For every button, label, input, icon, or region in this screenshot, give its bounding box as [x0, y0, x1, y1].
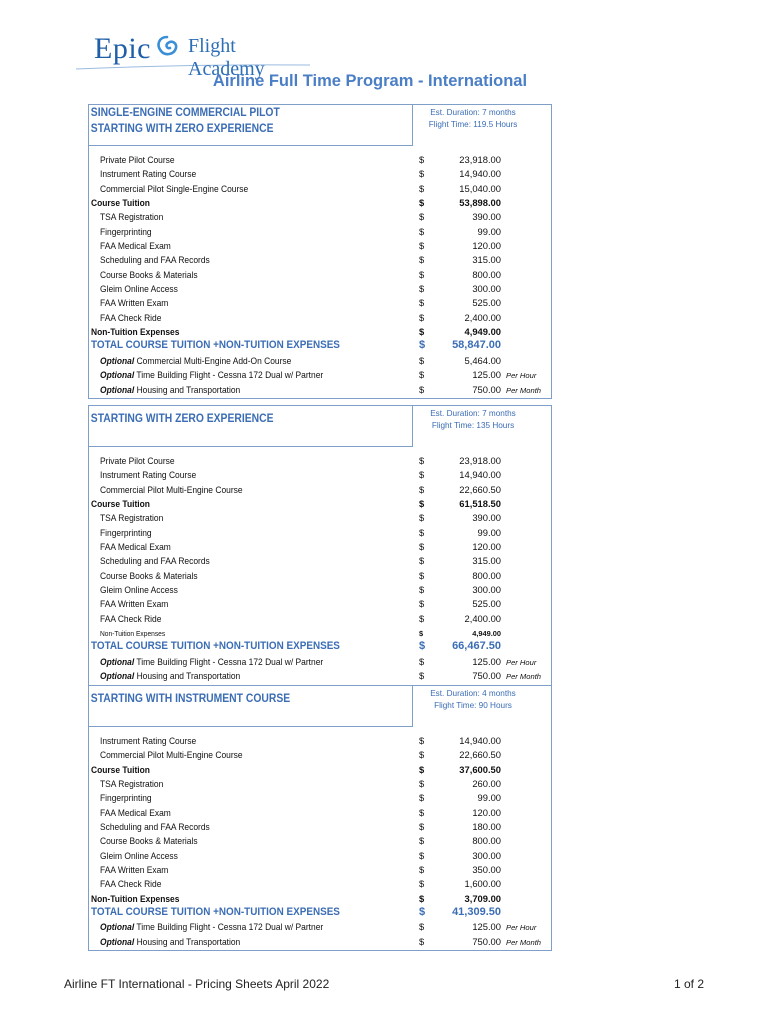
item-name: FAA Written Exam — [100, 864, 169, 876]
item-label — [100, 469, 196, 480]
item-name: FAA Written Exam — [100, 297, 169, 309]
currency-symbol: $ — [419, 806, 425, 818]
item-amount: 300.00 — [472, 849, 501, 861]
item-label — [100, 154, 175, 165]
page-title: Airline Full Time Program - International — [212, 72, 528, 90]
flight-time: Flight Time: 119.5 Hours — [428, 120, 518, 129]
pricing-section — [88, 405, 552, 686]
item-label — [100, 821, 210, 832]
est-duration: Est. Duration: 7 months — [430, 108, 516, 117]
item-amount: 125.00 — [472, 655, 501, 667]
line-item-row — [89, 777, 551, 791]
item-name: Commercial Multi-Engine Add-On Course — [136, 354, 292, 366]
item-amount: 120.00 — [472, 806, 501, 818]
item-label — [100, 240, 171, 251]
currency-symbol: $ — [419, 629, 424, 639]
currency-symbol: $ — [419, 526, 425, 538]
pricing-section — [88, 104, 552, 399]
item-label — [100, 183, 248, 194]
item-amount: 23,918.00 — [459, 154, 501, 165]
currency-symbol: $ — [419, 763, 425, 775]
currency-symbol: $ — [419, 182, 425, 194]
item-amount: 99.00 — [477, 792, 501, 804]
item-name: Gleim Online Access — [100, 283, 178, 295]
item-label — [100, 570, 198, 581]
item-label — [100, 254, 210, 265]
item-name: Course Books & Materials — [100, 268, 198, 280]
section-duration — [413, 408, 533, 432]
item-label — [100, 613, 161, 624]
line-item-row — [89, 863, 551, 877]
item-label — [100, 455, 175, 466]
item-label — [100, 512, 163, 523]
item-amount: 300.00 — [472, 584, 501, 596]
rate-unit: Per Month — [506, 672, 542, 682]
item-label — [100, 864, 168, 875]
item-amount: 2,400.00 — [464, 311, 501, 323]
item-name: FAA Medical Exam — [100, 240, 171, 252]
total-row — [89, 906, 551, 920]
currency-symbol: $ — [419, 369, 425, 381]
item-label — [100, 792, 152, 803]
item-name: FAA Check Ride — [100, 878, 162, 890]
line-item-row — [89, 526, 551, 540]
line-item-row — [89, 368, 551, 382]
item-amount: 14,940.00 — [459, 168, 501, 180]
item-name: Time Building Flight - Cessna 172 Dual w/ Partner — [136, 655, 324, 667]
item-amount: 750.00 — [472, 383, 501, 395]
line-item-row — [89, 748, 551, 762]
optional-tag: Optional — [100, 369, 135, 381]
item-amount: 800.00 — [472, 268, 501, 280]
item-amount: 61,518.50 — [459, 498, 501, 510]
currency-symbol: $ — [419, 569, 425, 581]
item-name: Private Pilot Course — [100, 455, 175, 466]
footer-text: Airline FT International - Pricing Sheets April 2022 — [64, 977, 330, 991]
section-header — [89, 686, 551, 726]
item-label — [100, 312, 161, 323]
item-amount: 750.00 — [472, 670, 501, 682]
rate-unit: Per Month — [506, 937, 542, 947]
line-item-row — [89, 877, 551, 891]
line-item-row — [89, 920, 551, 934]
item-name: TOTAL COURSE TUITION +NON-TUITION EXPENSES — [91, 640, 340, 653]
line-item-row — [89, 296, 551, 310]
item-name: TSA Registration — [100, 211, 164, 223]
item-name: FAA Check Ride — [100, 612, 162, 624]
item-name: Commercial Pilot Multi-Engine Course — [100, 483, 243, 495]
optional-tag: Optional — [100, 655, 135, 667]
item-amount: 99.00 — [477, 526, 501, 538]
item-name: TSA Registration — [100, 778, 164, 790]
item-amount: 180.00 — [472, 821, 501, 833]
item-amount: 1,600.00 — [464, 878, 501, 890]
item-name: Time Building Flight - Cessna 172 Dual w/ Partner — [136, 921, 324, 933]
item-name: Housing and Transportation — [136, 670, 241, 682]
item-label — [100, 749, 243, 760]
item-amount: 4,949.00 — [472, 629, 501, 639]
item-label — [91, 197, 150, 208]
item-name: Course Tuition — [91, 498, 150, 510]
item-name: Non-Tuition Expenses — [91, 326, 180, 338]
line-item-row — [89, 182, 551, 196]
swirl-icon — [154, 34, 180, 60]
line-item-row — [89, 569, 551, 583]
logo-subtitle: Flight Academy — [188, 35, 265, 80]
line-item-row — [89, 383, 551, 397]
item-amount: 23,918.00 — [459, 455, 501, 466]
line-item-row — [89, 935, 551, 949]
currency-symbol: $ — [419, 469, 425, 481]
line-items — [89, 726, 551, 950]
item-name: Course Tuition — [91, 763, 150, 775]
currency-symbol: $ — [419, 254, 425, 266]
currency-symbol: $ — [419, 555, 425, 567]
item-name: Instrument Rating Course — [100, 469, 197, 481]
item-name: FAA Check Ride — [100, 311, 162, 323]
line-item-row — [89, 282, 551, 296]
item-label — [100, 921, 323, 932]
item-amount: 525.00 — [472, 598, 501, 610]
item-label — [100, 211, 163, 222]
item-amount: 66,467.50 — [452, 640, 501, 653]
item-amount: 99.00 — [477, 225, 501, 237]
line-item-row — [89, 834, 551, 848]
item-amount: 14,940.00 — [459, 735, 501, 746]
item-name: Commercial Pilot Multi-Engine Course — [100, 749, 243, 761]
currency-symbol: $ — [419, 640, 426, 653]
item-amount: 525.00 — [472, 297, 501, 309]
line-item-row — [89, 167, 551, 181]
item-label — [91, 906, 340, 918]
item-name: Time Building Flight - Cessna 172 Dual w/ Partner — [136, 369, 324, 381]
page-number: 1 of 2 — [673, 977, 704, 991]
item-amount: 4,949.00 — [464, 326, 501, 338]
subtotal-row — [89, 196, 551, 210]
currency-symbol: $ — [419, 778, 425, 790]
item-amount: 41,309.50 — [452, 906, 501, 919]
currency-symbol: $ — [419, 749, 425, 761]
item-amount: 390.00 — [472, 211, 501, 223]
item-name: Non-Tuition Expenses — [91, 892, 180, 904]
item-name: Private Pilot Course — [100, 154, 175, 165]
item-amount: 800.00 — [472, 835, 501, 847]
currency-symbol: $ — [419, 849, 425, 861]
line-item-row — [89, 239, 551, 253]
item-label — [100, 226, 152, 237]
line-item-row — [89, 791, 551, 805]
item-name: TSA Registration — [100, 512, 164, 524]
item-label — [100, 297, 168, 308]
currency-symbol: $ — [419, 541, 425, 553]
currency-symbol: $ — [419, 154, 425, 165]
item-name: FAA Written Exam — [100, 598, 169, 610]
section-heading-box — [89, 406, 413, 447]
item-label — [100, 936, 240, 947]
currency-symbol: $ — [419, 655, 425, 667]
item-name: FAA Medical Exam — [100, 541, 171, 553]
item-amount: 22,660.50 — [459, 749, 501, 761]
line-item-row — [89, 468, 551, 482]
currency-symbol: $ — [419, 311, 425, 323]
item-name: Housing and Transportation — [136, 935, 241, 947]
item-label — [91, 498, 150, 509]
optional-tag: Optional — [100, 670, 135, 682]
line-item-row — [89, 669, 551, 683]
currency-symbol: $ — [419, 455, 425, 466]
line-item-row — [89, 483, 551, 497]
subtotal-row — [89, 892, 551, 906]
item-label — [100, 484, 243, 495]
line-item-row — [89, 820, 551, 834]
line-items — [89, 145, 551, 398]
logo-wordmark: Epic — [94, 32, 151, 65]
currency-symbol: $ — [419, 878, 425, 890]
currency-symbol: $ — [419, 354, 425, 366]
line-item-row — [89, 554, 551, 568]
rate-unit: Per Hour — [506, 371, 537, 381]
line-item-row — [89, 597, 551, 611]
item-name: Course Tuition — [91, 197, 150, 209]
line-item-row — [89, 153, 551, 167]
currency-symbol: $ — [419, 906, 426, 919]
currency-symbol: $ — [419, 892, 425, 904]
item-name: Scheduling and FAA Records — [100, 821, 210, 833]
item-amount: 315.00 — [472, 254, 501, 266]
item-amount: 260.00 — [472, 778, 501, 790]
item-name: Gleim Online Access — [100, 849, 178, 861]
optional-tag: Optional — [100, 935, 135, 947]
section-heading: SINGLE-ENGINE COMMERCIAL PILOT — [90, 107, 280, 119]
item-amount: 14,940.00 — [459, 469, 501, 481]
item-name: Fingerprinting — [100, 225, 152, 237]
currency-symbol: $ — [419, 512, 425, 524]
currency-symbol: $ — [419, 670, 425, 682]
line-item-row — [89, 354, 551, 368]
item-label — [100, 555, 210, 566]
item-label — [100, 269, 198, 280]
item-label — [100, 807, 171, 818]
item-amount: 2,400.00 — [464, 612, 501, 624]
currency-symbol: $ — [419, 240, 425, 252]
item-label — [100, 369, 323, 380]
currency-symbol: $ — [419, 498, 425, 510]
item-name: Scheduling and FAA Records — [100, 254, 210, 266]
section-heading-box — [89, 105, 413, 146]
line-item-row — [89, 268, 551, 282]
line-item-row — [89, 583, 551, 597]
item-amount: 15,040.00 — [459, 182, 501, 194]
item-amount: 300.00 — [472, 283, 501, 295]
section-heading: STARTING WITH INSTRUMENT COURSE — [90, 693, 291, 705]
optional-tag: Optional — [100, 383, 135, 395]
line-item-row — [89, 210, 551, 224]
optional-tag: Optional — [100, 921, 135, 933]
item-label — [100, 598, 168, 609]
item-amount: 5,464.00 — [464, 354, 501, 366]
item-amount: 58,847.00 — [452, 339, 501, 352]
currency-symbol: $ — [419, 211, 425, 223]
item-name: Gleim Online Access — [100, 584, 178, 596]
line-item-row — [89, 806, 551, 820]
item-amount: 120.00 — [472, 240, 501, 252]
item-label — [100, 670, 240, 681]
item-name: Housing and Transportation — [136, 383, 241, 395]
section-duration — [413, 688, 533, 712]
currency-symbol: $ — [419, 483, 425, 495]
item-name: TOTAL COURSE TUITION +NON-TUITION EXPENSES — [91, 339, 340, 352]
currency-symbol: $ — [419, 835, 425, 847]
currency-symbol: $ — [419, 584, 425, 596]
epic-logo — [74, 30, 314, 80]
item-label — [91, 640, 340, 652]
item-name: Fingerprinting — [100, 792, 152, 804]
currency-symbol: $ — [419, 268, 425, 280]
line-items — [89, 446, 551, 685]
currency-symbol: $ — [419, 297, 425, 309]
currency-symbol: $ — [419, 612, 425, 624]
line-item-row — [89, 612, 551, 626]
currency-symbol: $ — [419, 339, 426, 352]
item-label — [100, 656, 323, 667]
item-label — [100, 835, 198, 846]
currency-symbol: $ — [419, 197, 425, 209]
rate-unit: Per Hour — [506, 923, 537, 933]
item-amount: 22,660.50 — [459, 483, 501, 495]
item-label — [100, 778, 163, 789]
item-label — [91, 764, 150, 775]
line-item-row — [89, 311, 551, 325]
subtotal-row — [89, 626, 551, 640]
flight-time: Flight Time: 135 Hours — [431, 421, 515, 430]
subtotal-row — [89, 497, 551, 511]
item-name: TOTAL COURSE TUITION +NON-TUITION EXPENSES — [91, 906, 340, 919]
item-label — [91, 893, 179, 904]
currency-symbol: $ — [419, 821, 425, 833]
flight-time: Flight Time: 90 Hours — [434, 701, 512, 710]
section-header — [89, 406, 551, 446]
rate-unit: Per Month — [506, 385, 542, 395]
item-amount: 53,898.00 — [459, 197, 501, 209]
item-name: Course Books & Materials — [100, 569, 198, 581]
item-amount: 315.00 — [472, 555, 501, 567]
subtotal-row — [89, 763, 551, 777]
item-name: Non-Tuition Expenses — [100, 629, 166, 639]
pricing-section — [88, 685, 552, 951]
item-label — [100, 629, 165, 638]
currency-symbol: $ — [419, 864, 425, 876]
section-header — [89, 105, 551, 145]
line-item-row — [89, 511, 551, 525]
currency-symbol: $ — [419, 225, 425, 237]
currency-symbol: $ — [419, 383, 425, 395]
rate-unit: Per Hour — [506, 657, 537, 667]
item-amount: 125.00 — [472, 921, 501, 933]
item-amount: 37,600.50 — [459, 763, 501, 775]
item-amount: 390.00 — [472, 512, 501, 524]
item-amount: 750.00 — [472, 935, 501, 947]
section-heading-box — [89, 686, 413, 727]
currency-symbol: $ — [419, 935, 425, 947]
item-name: Scheduling and FAA Records — [100, 555, 210, 567]
line-item-row — [89, 734, 551, 748]
line-item-row — [89, 655, 551, 669]
subtotal-row — [89, 325, 551, 339]
item-label — [100, 283, 178, 294]
line-item-row — [89, 253, 551, 267]
item-label — [91, 339, 340, 351]
line-item-row — [89, 849, 551, 863]
currency-symbol: $ — [419, 326, 425, 338]
currency-symbol: $ — [419, 735, 425, 746]
item-label — [100, 355, 291, 366]
section-duration — [413, 107, 533, 131]
item-amount: 3,709.00 — [464, 892, 501, 904]
line-item-row — [89, 454, 551, 468]
item-label — [100, 878, 161, 889]
currency-symbol: $ — [419, 168, 425, 180]
currency-symbol: $ — [419, 283, 425, 295]
item-label — [100, 735, 196, 746]
currency-symbol: $ — [419, 598, 425, 610]
item-name: Fingerprinting — [100, 526, 152, 538]
item-label — [100, 541, 171, 552]
item-name: Instrument Rating Course — [100, 735, 197, 746]
item-label — [100, 850, 178, 861]
est-duration: Est. Duration: 7 months — [430, 409, 516, 418]
item-amount: 125.00 — [472, 369, 501, 381]
currency-symbol: $ — [419, 921, 425, 933]
line-item-row — [89, 225, 551, 239]
item-amount: 800.00 — [472, 569, 501, 581]
item-name: FAA Medical Exam — [100, 806, 171, 818]
section-heading: STARTING WITH ZERO EXPERIENCE — [90, 123, 274, 135]
item-name: Course Books & Materials — [100, 835, 198, 847]
item-name: Instrument Rating Course — [100, 168, 197, 180]
line-item-row — [89, 540, 551, 554]
est-duration: Est. Duration: 4 months — [430, 689, 516, 698]
section-heading: STARTING WITH ZERO EXPERIENCE — [90, 413, 274, 425]
item-label — [100, 384, 240, 395]
item-label — [100, 584, 178, 595]
item-name: Commercial Pilot Single-Engine Course — [100, 182, 249, 194]
item-amount: 120.00 — [472, 541, 501, 553]
item-label — [91, 326, 179, 337]
item-label — [100, 168, 196, 179]
optional-tag: Optional — [100, 354, 135, 366]
total-row — [89, 640, 551, 654]
currency-symbol: $ — [419, 792, 425, 804]
item-label — [100, 527, 152, 538]
total-row — [89, 339, 551, 353]
item-amount: 350.00 — [472, 864, 501, 876]
